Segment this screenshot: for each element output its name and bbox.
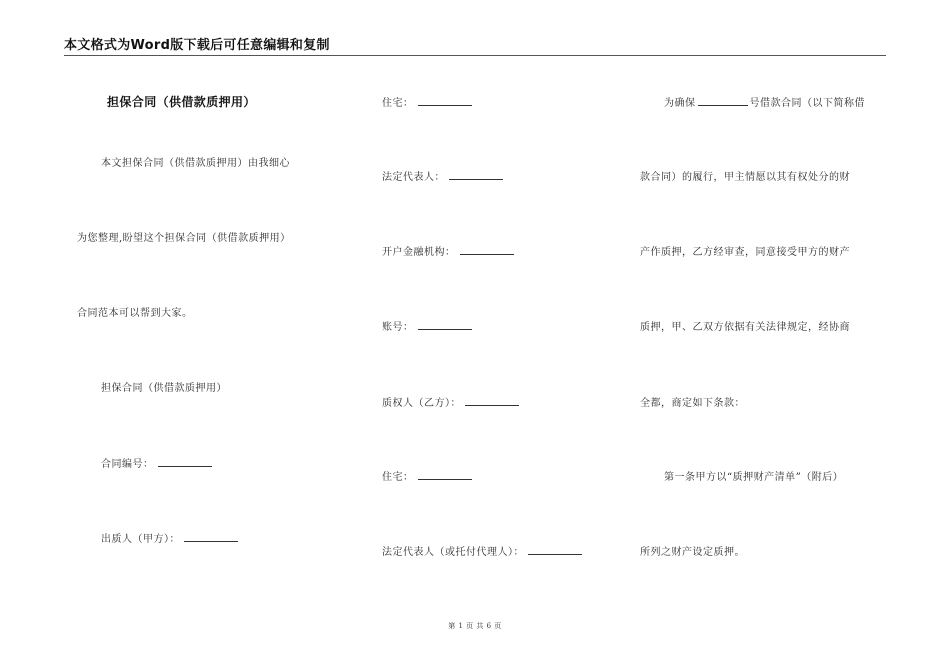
account-field <box>382 318 472 333</box>
legal-rep-label-2: 法定代表人（或托付代理人）： <box>382 547 524 558</box>
pledgor-field <box>101 530 238 545</box>
account-blank <box>418 320 472 330</box>
bank-blank <box>460 245 514 255</box>
pledgee-field <box>382 394 519 409</box>
pledgee-blank <box>465 396 519 406</box>
clause-line-2: 款合同）的履行，甲主情愿以其有权处分的财 <box>640 172 850 183</box>
header-title: 本文格式为Word版下载后可任意编辑和复制 <box>64 38 330 53</box>
clause-line-7: 所列之财产设定质押。 <box>640 547 745 558</box>
legal-rep-field-1 <box>382 168 503 183</box>
legal-rep-blank-2 <box>528 545 582 555</box>
intro-line-1: 本文担保合同（供借款质押用）由我细心 <box>101 158 290 169</box>
address-blank-1 <box>418 96 472 106</box>
clause-line-1 <box>664 94 865 109</box>
contract-number-blank <box>158 457 212 467</box>
pledgor-blank <box>184 532 238 542</box>
legal-rep-label-1: 法定代表人： <box>382 172 445 183</box>
pledgee-label: 质权人（乙方）： <box>382 398 461 409</box>
document-header <box>64 34 886 56</box>
address-label-1: 住宅： <box>382 98 414 109</box>
contract-number-label: 合同编号： <box>101 459 154 470</box>
clause-line-4: 质押，甲、乙双方依据有关法律规定，经协商 <box>640 322 850 333</box>
clause-line-1a: 为确保 <box>664 98 696 109</box>
contract-subtitle: 担保合同（供借款质押用） <box>101 383 227 394</box>
pledgor-label: 出质人（甲方）： <box>101 534 180 545</box>
legal-rep-blank-1 <box>449 170 503 180</box>
legal-rep-field-2 <box>382 543 582 558</box>
intro-line-3: 合同范本可以帮到大家。 <box>77 308 193 319</box>
address-field-2 <box>382 468 472 483</box>
address-field-1 <box>382 94 472 109</box>
clause-line-1b: 号借款合同（以下简称借 <box>749 98 865 109</box>
address-label-2: 住宅： <box>382 472 414 483</box>
account-label: 账号： <box>382 322 414 333</box>
page-number: 第 1 页 共 6 页 <box>448 622 502 630</box>
intro-line-2: 为您整理,盼望这个担保合同（供借款质押用） <box>77 233 291 244</box>
bank-label: 开户金融机构： <box>382 247 456 258</box>
clause-line-6: 第一条甲方以“质押财产清单”（附后） <box>664 472 844 483</box>
loan-number-blank <box>698 96 748 106</box>
contract-title: 担保合同（供借款质押用） <box>107 95 256 109</box>
bank-field <box>382 243 514 258</box>
address-blank-2 <box>418 470 472 480</box>
contract-number-field <box>101 455 212 470</box>
clause-line-5: 全都，商定如下条款： <box>640 398 745 409</box>
clause-line-3: 产作质押，乙方经审查，同意接受甲方的财产 <box>640 247 850 258</box>
